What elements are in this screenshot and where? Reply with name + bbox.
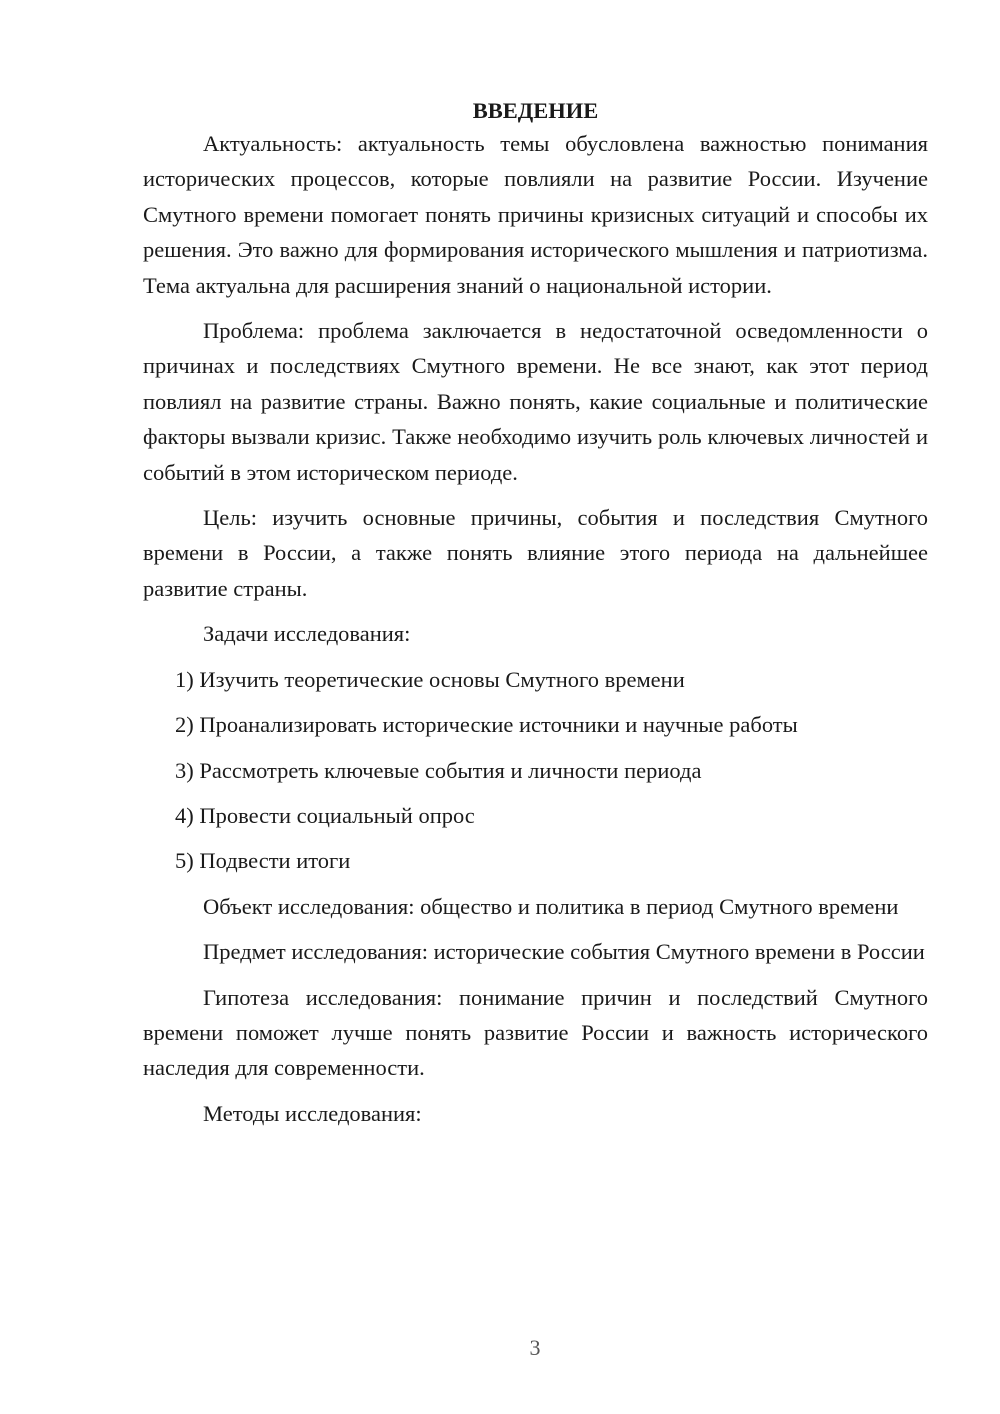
list-item: 4) Провести социальный опрос [175, 802, 475, 828]
page-title: ВВЕДЕНИЕ [472, 98, 599, 123]
subject-paragraph: Предмет исследования: исторические события Смутного времени в России [203, 939, 925, 965]
list-item: 1) Изучить теоретические основы Смутного времени [175, 666, 685, 692]
problem-paragraph: Проблема: проблема заключается в недостаточной осведомленности о причинах и последствиях Смутного времени. Не все знают, как этот период повлиял на развитие страны. Важно понять, какие социальные и политические факторы вызвали кризис. Также необходимо изучить роль ключевых личностей и событий в этом историческом периоде. [143, 318, 928, 485]
page-number: 3 [529, 1335, 541, 1360]
relevance-paragraph: Актуальность: актуальность темы обусловлена важностью понимания исторических процессов, которые повлияли на развитие России. Изучение Смутного времени помогает понять причины кризисных ситуаций и способы их решения. Это важно для формирования исторического мышления и патриотизма. Тема актуальна для расширения знаний о национальной истории. [143, 131, 928, 298]
tasks-heading: Задачи исследования: [203, 621, 411, 647]
document-page [143, 96, 928, 1131]
list-item: 3) Рассмотреть ключевые события и личности периода [175, 757, 702, 783]
tasks-list [143, 662, 928, 879]
object-paragraph: Объект исследования: общество и политика в период Смутного времени [203, 893, 899, 919]
hypothesis-paragraph: Гипотеза исследования: понимание причин и последствий Смутного времени поможет лучше понять развитие России и важность исторического наследия для современности. [143, 984, 928, 1081]
list-item: 5) Подвести итоги [175, 848, 351, 874]
goal-paragraph: Цель: изучить основные причины, события и последствия Смутного времени в России, а также понять влияние этого периода на дальнейшее развитие страны. [143, 505, 928, 601]
list-item: 2) Проанализировать исторические источники и научные работы [175, 712, 798, 738]
methods-paragraph: Методы исследования: [203, 1100, 422, 1126]
